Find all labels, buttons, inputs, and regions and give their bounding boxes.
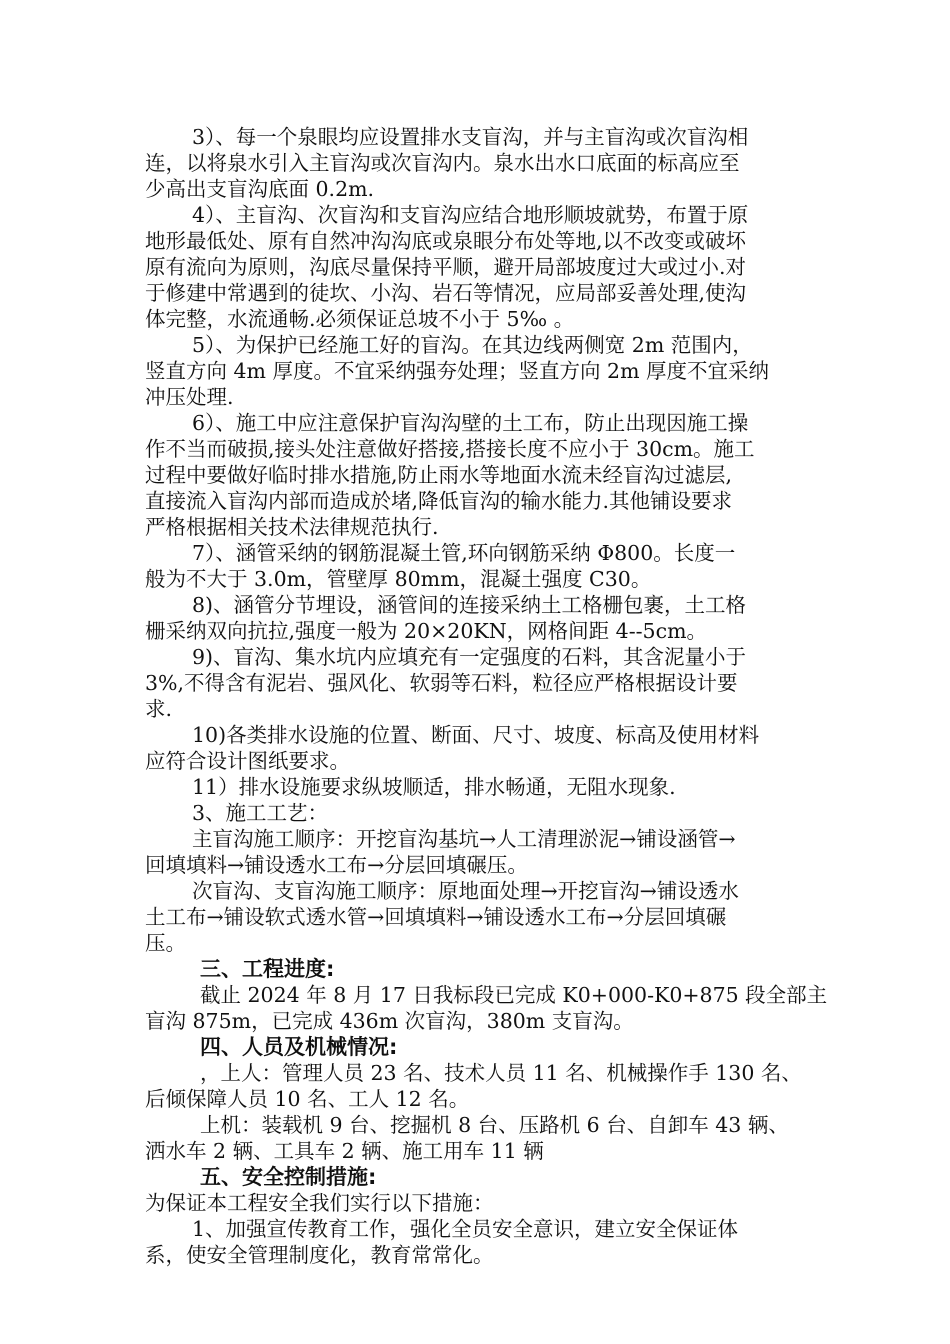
paragraph-line: 洒水车 2 辆、工具车 2 辆、施工用车 11 辆 bbox=[145, 1139, 544, 1163]
paragraph-line: 栅采纳双向抗拉,强度一般为 20×20KN，网格间距 4--5cm。 bbox=[145, 619, 708, 643]
paragraph-line: 直接流入盲沟内部而造成於堵,降低盲沟的输水能力.其他铺设要求 bbox=[145, 489, 733, 513]
paragraph-line: 11）排水设施要求纵坡顺适，排水畅通，无阻水现象. bbox=[192, 775, 676, 799]
paragraph-line: 连，以将泉水引入主盲沟或次盲沟内。泉水出水口底面的标高应至 bbox=[145, 151, 740, 175]
paragraph-line: 过程中要做好临时排水措施,防止雨水等地面水流未经盲沟过滤层, bbox=[145, 463, 733, 487]
paragraph-line: 4）、主盲沟、次盲沟和支盲沟应结合地形顺坡就势，布置于原 bbox=[192, 203, 749, 227]
paragraph-line: 盲沟 875m，已完成 436m 次盲沟，380m 支盲沟。 bbox=[145, 1009, 634, 1033]
paragraph-line: 原有流向为原则，沟底尽量保持平顺，避开局部坡度过大或过小.对 bbox=[145, 255, 747, 279]
paragraph-line: 主盲沟施工顺序：开挖盲沟基坑→人工清理淤泥→铺设涵管→ bbox=[192, 827, 736, 851]
paragraph-line: 次盲沟、支盲沟施工顺序：原地面处理→开挖盲沟→铺设透水 bbox=[192, 879, 739, 903]
paragraph-line: 竖直方向 4m 厚度。不宜采纳强夯处理；竖直方向 2m 厚度不宜采纳 bbox=[145, 359, 770, 383]
paragraph-line: 体完整，水流通畅.必须保证总坡不小于 5‰ 。 bbox=[145, 307, 575, 331]
paragraph-line: 系，使安全管理制度化，教育常常化。 bbox=[145, 1243, 494, 1267]
section-heading-personnel: 四、人员及机械情况: bbox=[200, 1035, 398, 1059]
paragraph-line: 严格根据相关技术法律规范执行. bbox=[145, 515, 439, 539]
paragraph-line: 6）、施工中应注意保护盲沟沟壁的土工布，防止出现因施工操 bbox=[192, 411, 749, 435]
subheading: 3、施工工艺： bbox=[192, 801, 329, 825]
paragraph-line: 般为不大于 3.0m，管壁厚 80mm，混凝土强度 C30。 bbox=[145, 567, 652, 591]
paragraph-line: 后倾保障人员 10 名、工人 12 名。 bbox=[145, 1087, 470, 1111]
section-heading-safety: 五、安全控制措施: bbox=[200, 1165, 377, 1189]
paragraph-line: 地形最低处、原有自然冲沟沟底或泉眼分布处等地,以不改变或破坏 bbox=[145, 229, 747, 253]
paragraph-line: 回填填料→铺设透水工布→分层回填碾压。 bbox=[145, 853, 528, 877]
paragraph-line: 1、加强宣传教育工作，强化全员安全意识，建立安全保证体 bbox=[192, 1217, 739, 1241]
section-heading-progress: 三、工程进度: bbox=[200, 957, 335, 981]
paragraph-line: 10)各类排水设施的位置、断面、尺寸、坡度、标高及使用材料 bbox=[192, 723, 760, 747]
paragraph-line: 上机：装载机 9 台、挖掘机 8 台、压路机 6 台、自卸车 43 辆、 bbox=[200, 1113, 789, 1137]
paragraph-line: 于修建中常遇到的徒坎、小沟、岩石等情况，应局部妥善处理,使沟 bbox=[145, 281, 747, 305]
paragraph-line: 9)、盲沟、集水坑内应填充有一定强度的石料，其含泥量小于 bbox=[192, 645, 747, 669]
paragraph-line: 土工布→铺设软式透水管→回填填料→铺设透水工布→分层回填碾 bbox=[145, 905, 727, 929]
paragraph-line: ，上人：管理人员 23 名、技术人员 11 名、机械操作手 130 名、 bbox=[200, 1061, 802, 1085]
paragraph-line: 求. bbox=[145, 697, 173, 721]
paragraph-line: 8)、涵管分节埋设，涵管间的连接采纳土工格栅包裹，土工格 bbox=[192, 593, 747, 617]
paragraph-line: 3）、每一个泉眼均应设置排水支盲沟，并与主盲沟或次盲沟相 bbox=[192, 125, 749, 149]
paragraph-line: 7）、涵管采纳的钢筋混凝土管,环向钢筋采纳 Φ800。长度一 bbox=[192, 541, 736, 565]
paragraph-line: 应符合设计图纸要求。 bbox=[145, 749, 350, 773]
paragraph-line: 3%,不得含有泥岩、强风化、软弱等石料，粒径应严格根据设计要 bbox=[145, 671, 738, 695]
paragraph-line: 为保证本工程安全我们实行以下措施： bbox=[145, 1191, 494, 1215]
paragraph-line: 5）、为保护已经施工好的盲沟。在其边线两侧宽 2m 范围内， bbox=[192, 333, 753, 357]
paragraph-line: 作不当而破损,接头处注意做好搭接,搭接长度不应小于 30cm。施工 bbox=[145, 437, 755, 461]
paragraph-line: 冲压处理. bbox=[145, 385, 234, 409]
paragraph-line: 少高出支盲沟底面 0.2m. bbox=[145, 177, 375, 201]
paragraph-line: 截止 2024 年 8 月 17 日我标段已完成 K0+000-K0+875 段全部主 bbox=[200, 983, 828, 1007]
paragraph-line: 压。 bbox=[145, 931, 186, 955]
